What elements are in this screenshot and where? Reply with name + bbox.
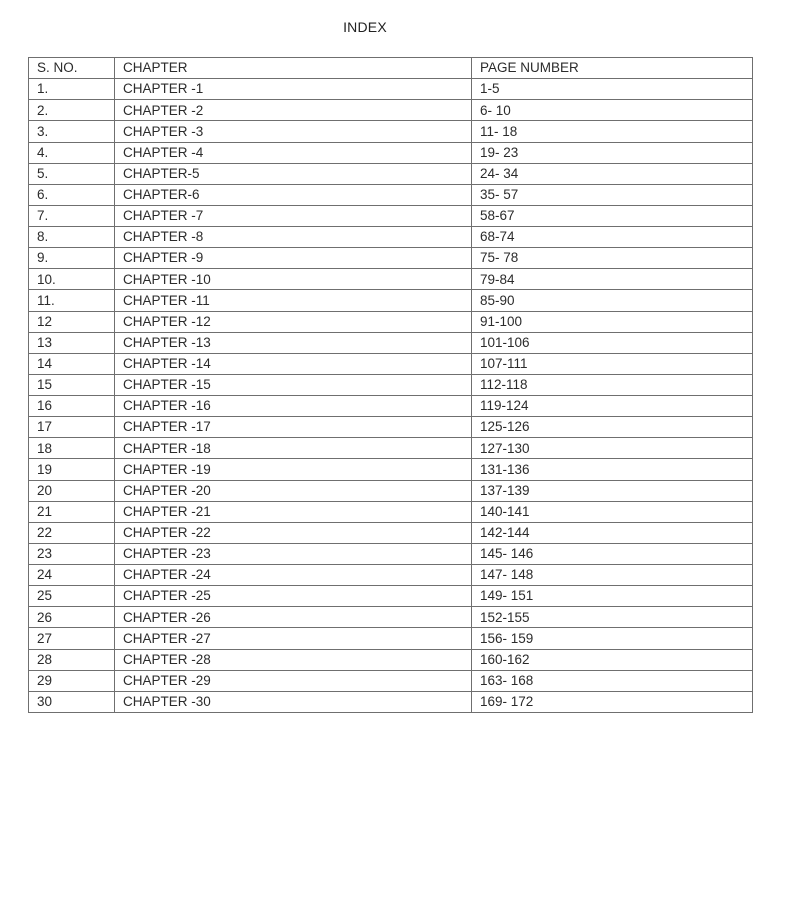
index-table (28, 57, 753, 713)
page-number-cell: 11- 18 (472, 121, 753, 142)
serial-number-cell: 28 (29, 649, 115, 670)
page-number-cell: 85-90 (472, 290, 753, 311)
table-row (29, 417, 753, 438)
serial-number-cell: 14 (29, 353, 115, 374)
serial-number-cell: 12 (29, 311, 115, 332)
chapter-cell: CHAPTER -14 (115, 353, 472, 374)
chapter-cell: CHAPTER -15 (115, 374, 472, 395)
page-number-cell: 156- 159 (472, 628, 753, 649)
table-row (29, 121, 753, 142)
page-number-cell: 79-84 (472, 269, 753, 290)
serial-number-cell: 10. (29, 269, 115, 290)
chapter-cell: CHAPTER -25 (115, 586, 472, 607)
chapter-cell: CHAPTER -24 (115, 565, 472, 586)
page-number-cell: 101-106 (472, 332, 753, 353)
table-row (29, 100, 753, 121)
page-number-cell: 125-126 (472, 417, 753, 438)
page-number-cell: 112-118 (472, 374, 753, 395)
chapter-cell: CHAPTER -8 (115, 227, 472, 248)
table-row (29, 396, 753, 417)
page-number-cell: 58-67 (472, 205, 753, 226)
chapter-cell: CHAPTER -12 (115, 311, 472, 332)
chapter-cell: CHAPTER -26 (115, 607, 472, 628)
chapter-cell: CHAPTER -2 (115, 100, 472, 121)
serial-number-cell: 11. (29, 290, 115, 311)
table-header-row (29, 58, 753, 79)
serial-number-cell: 22 (29, 522, 115, 543)
table-row (29, 649, 753, 670)
page-number-cell: 142-144 (472, 522, 753, 543)
serial-number-cell: 6. (29, 184, 115, 205)
serial-number-cell: 19 (29, 459, 115, 480)
serial-number-cell: 18 (29, 438, 115, 459)
chapter-cell: CHAPTER -11 (115, 290, 472, 311)
column-header-chapter: CHAPTER (115, 58, 472, 79)
table-row (29, 670, 753, 691)
table-row (29, 311, 753, 332)
chapter-cell: CHAPTER -3 (115, 121, 472, 142)
serial-number-cell: 1. (29, 79, 115, 100)
table-row (29, 205, 753, 226)
table-row (29, 459, 753, 480)
chapter-cell: CHAPTER -29 (115, 670, 472, 691)
table-body (29, 79, 753, 713)
table-row (29, 163, 753, 184)
page-number-cell: 24- 34 (472, 163, 753, 184)
table-row (29, 332, 753, 353)
chapter-cell: CHAPTER -19 (115, 459, 472, 480)
page-number-cell: 35- 57 (472, 184, 753, 205)
serial-number-cell: 7. (29, 205, 115, 226)
page-number-cell: 75- 78 (472, 248, 753, 269)
serial-number-cell: 17 (29, 417, 115, 438)
table-row (29, 142, 753, 163)
page-number-cell: 131-136 (472, 459, 753, 480)
chapter-cell: CHAPTER -1 (115, 79, 472, 100)
table-row (29, 691, 753, 712)
serial-number-cell: 13 (29, 332, 115, 353)
chapter-cell: CHAPTER -10 (115, 269, 472, 290)
table-row (29, 353, 753, 374)
table-row (29, 565, 753, 586)
page-number-cell: 147- 148 (472, 565, 753, 586)
serial-number-cell: 23 (29, 543, 115, 564)
serial-number-cell: 24 (29, 565, 115, 586)
table-row (29, 438, 753, 459)
serial-number-cell: 20 (29, 480, 115, 501)
table-row (29, 79, 753, 100)
chapter-cell: CHAPTER -23 (115, 543, 472, 564)
serial-number-cell: 21 (29, 501, 115, 522)
table-row (29, 374, 753, 395)
chapter-cell: CHAPTER -18 (115, 438, 472, 459)
table-row (29, 543, 753, 564)
chapter-cell: CHAPTER -16 (115, 396, 472, 417)
chapter-cell: CHAPTER -21 (115, 501, 472, 522)
page-number-cell: 6- 10 (472, 100, 753, 121)
chapter-cell: CHAPTER -27 (115, 628, 472, 649)
chapter-cell: CHAPTER -22 (115, 522, 472, 543)
page-number-cell: 137-139 (472, 480, 753, 501)
table-row (29, 227, 753, 248)
column-header-page-number: PAGE NUMBER (472, 58, 753, 79)
serial-number-cell: 3. (29, 121, 115, 142)
chapter-cell: CHAPTER-6 (115, 184, 472, 205)
table-row (29, 480, 753, 501)
page-number-cell: 127-130 (472, 438, 753, 459)
chapter-cell: CHAPTER -20 (115, 480, 472, 501)
serial-number-cell: 4. (29, 142, 115, 163)
page-title: INDEX (343, 19, 387, 35)
page-number-cell: 119-124 (472, 396, 753, 417)
serial-number-cell: 15 (29, 374, 115, 395)
chapter-cell: CHAPTER -9 (115, 248, 472, 269)
serial-number-cell: 9. (29, 248, 115, 269)
table-row (29, 501, 753, 522)
serial-number-cell: 26 (29, 607, 115, 628)
table-row (29, 248, 753, 269)
page-number-cell: 140-141 (472, 501, 753, 522)
page-number-cell: 91-100 (472, 311, 753, 332)
chapter-cell: CHAPTER -17 (115, 417, 472, 438)
chapter-cell: CHAPTER -13 (115, 332, 472, 353)
chapter-cell: CHAPTER -4 (115, 142, 472, 163)
page-number-cell: 169- 172 (472, 691, 753, 712)
chapter-cell: CHAPTER-5 (115, 163, 472, 184)
chapter-cell: CHAPTER -30 (115, 691, 472, 712)
serial-number-cell: 29 (29, 670, 115, 691)
table-row (29, 522, 753, 543)
table-row (29, 269, 753, 290)
page-number-cell: 152-155 (472, 607, 753, 628)
page-number-cell: 163- 168 (472, 670, 753, 691)
table-row (29, 628, 753, 649)
serial-number-cell: 16 (29, 396, 115, 417)
serial-number-cell: 27 (29, 628, 115, 649)
serial-number-cell: 2. (29, 100, 115, 121)
page-number-cell: 145- 146 (472, 543, 753, 564)
table-row (29, 290, 753, 311)
page-number-cell: 107-111 (472, 353, 753, 374)
page-number-cell: 149- 151 (472, 586, 753, 607)
table-row (29, 607, 753, 628)
serial-number-cell: 30 (29, 691, 115, 712)
serial-number-cell: 8. (29, 227, 115, 248)
page-number-cell: 19- 23 (472, 142, 753, 163)
serial-number-cell: 5. (29, 163, 115, 184)
chapter-cell: CHAPTER -28 (115, 649, 472, 670)
page-number-cell: 68-74 (472, 227, 753, 248)
page-number-cell: 1-5 (472, 79, 753, 100)
table-row (29, 184, 753, 205)
column-header-serial-number: S. NO. (29, 58, 115, 79)
table-row (29, 586, 753, 607)
page-number-cell: 160-162 (472, 649, 753, 670)
chapter-cell: CHAPTER -7 (115, 205, 472, 226)
serial-number-cell: 25 (29, 586, 115, 607)
